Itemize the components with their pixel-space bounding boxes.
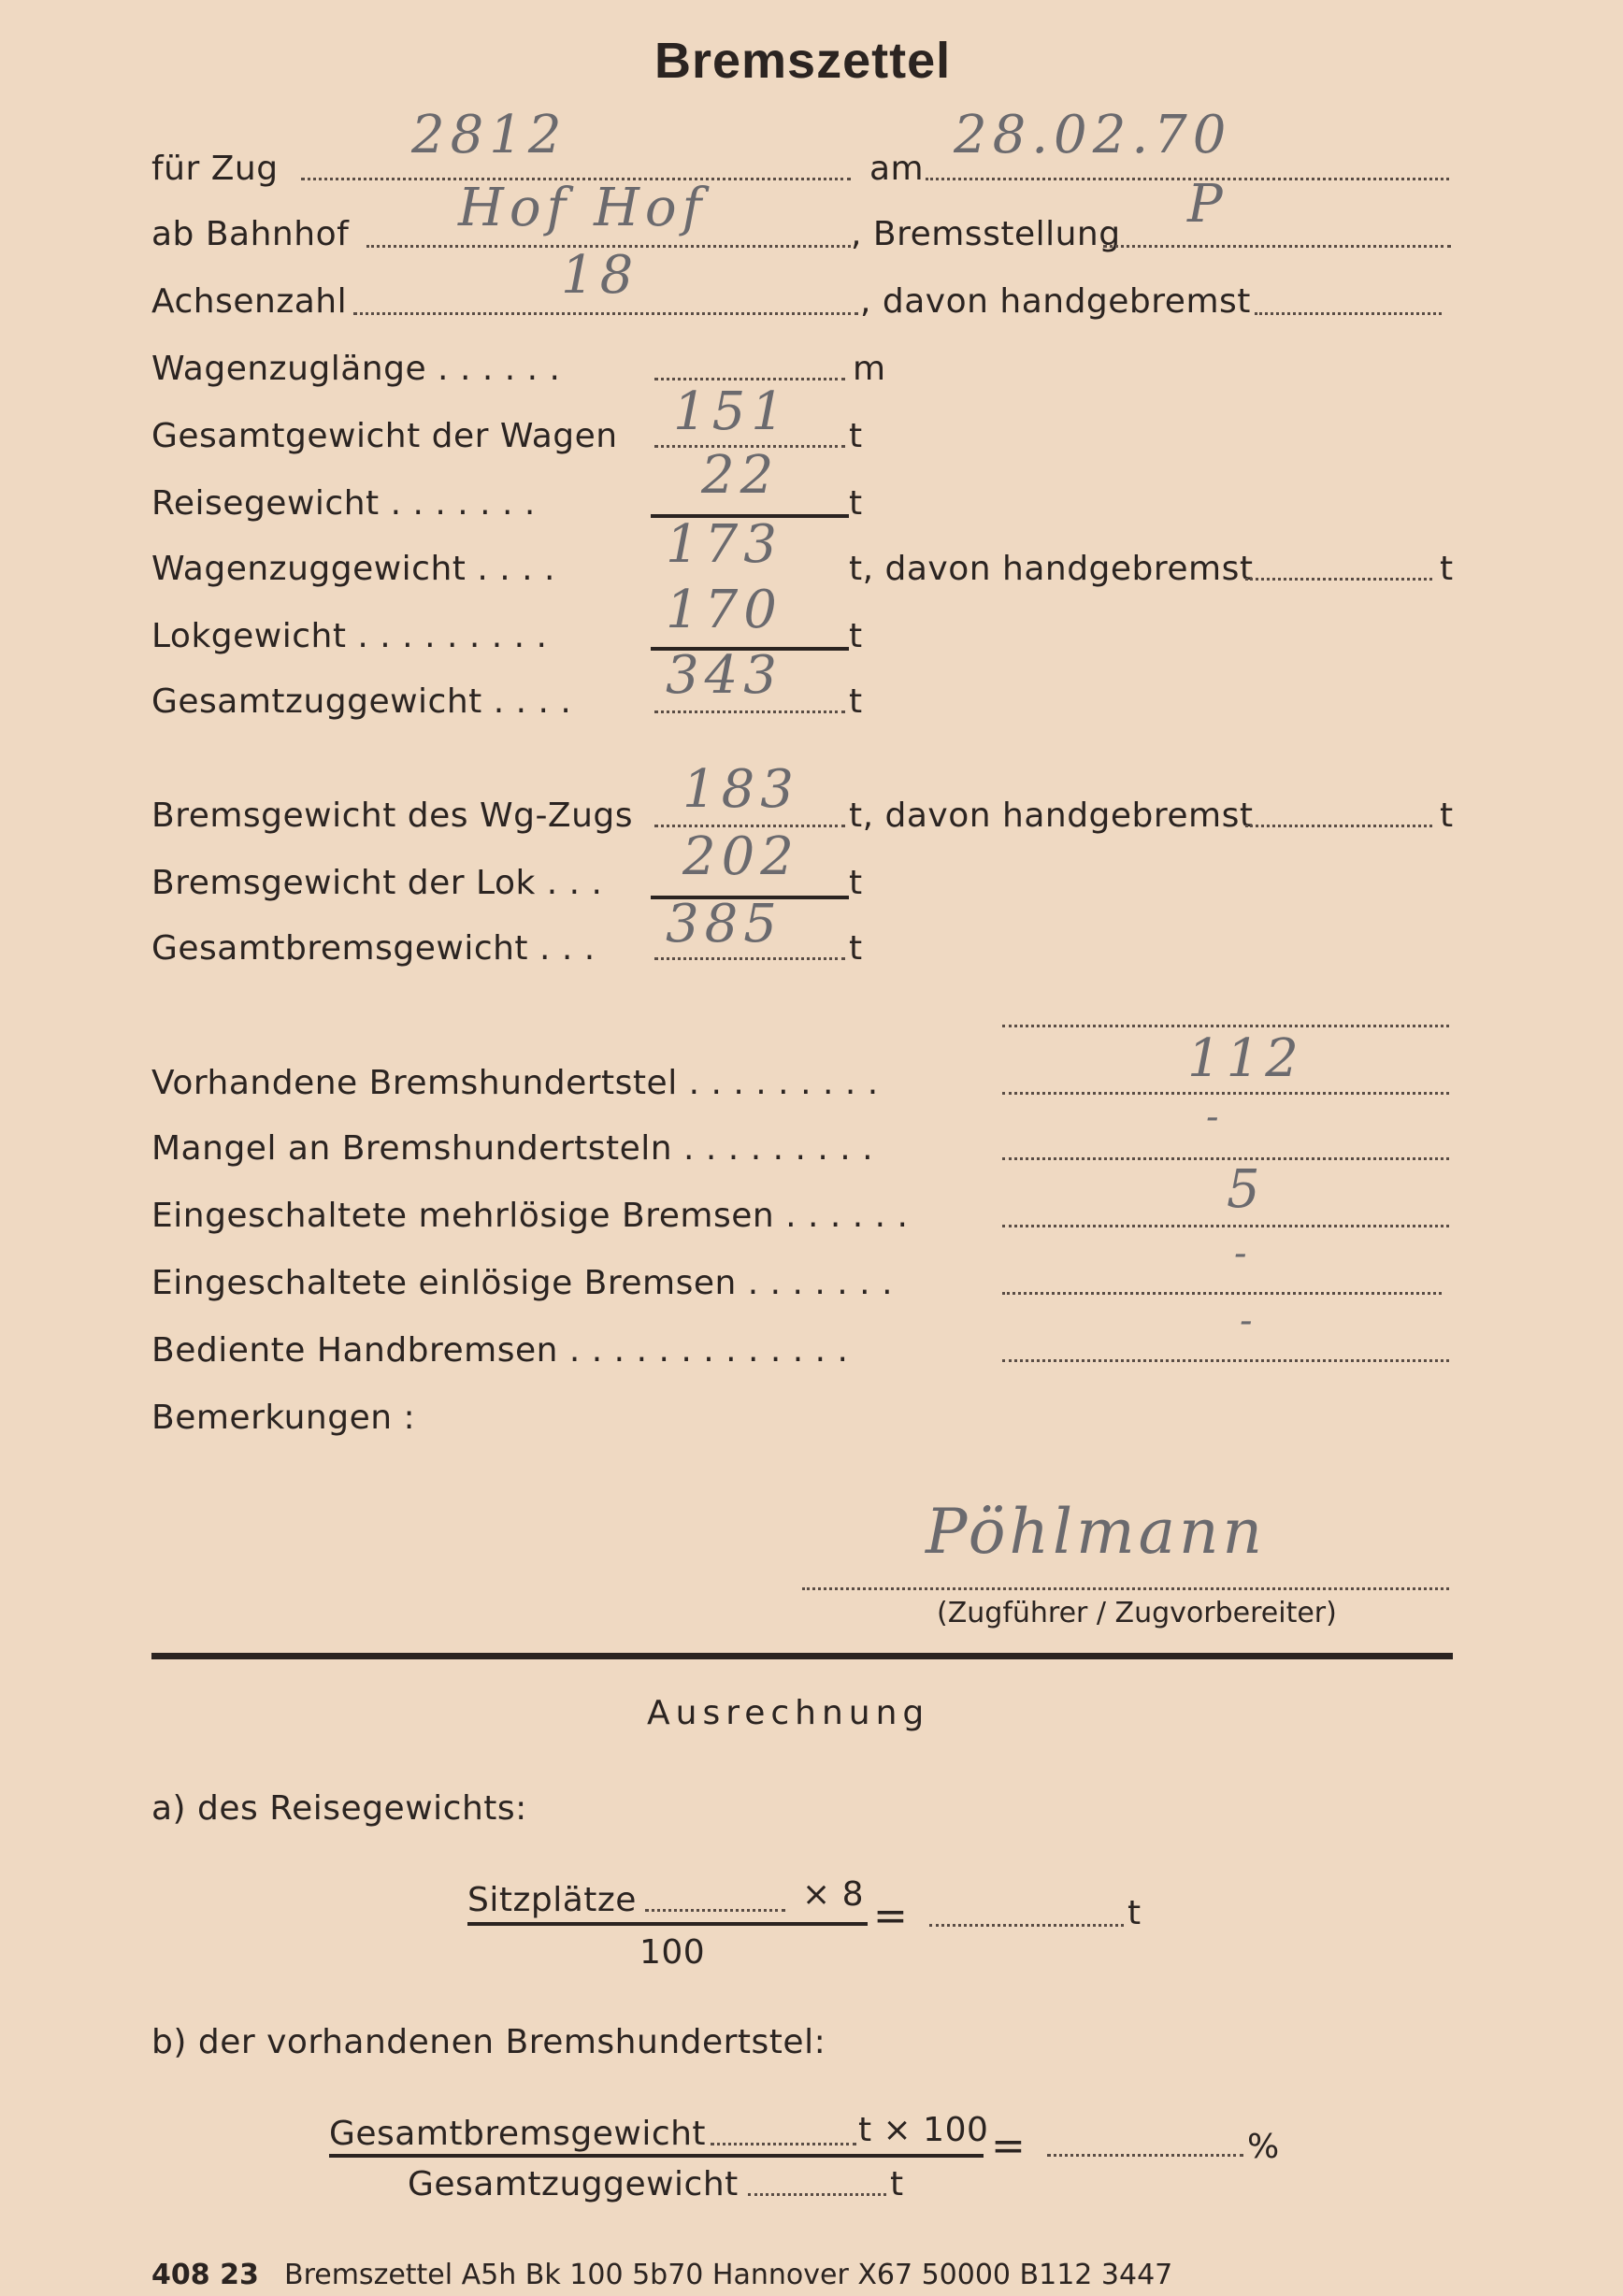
label-handbremsen: Bediente Handbremsen . . . . . . . . . . . . . [151, 1331, 849, 1370]
unit-gesamtzuggewicht: t [849, 682, 863, 721]
field-einloesige-line[interactable] [1002, 1292, 1442, 1295]
unit-bremsgewicht-wg-handgebremst: t [1440, 796, 1454, 835]
ausrechnung-title: Ausrechnung [647, 1694, 930, 1732]
value-bremsgewicht-lok: 202 [682, 826, 799, 887]
a-numerator-label: Sitzplätze [467, 1881, 637, 1919]
label-vorhandene-bremshundertstel: Vorhandene Bremshundertstel . . . . . . . . . [151, 1064, 879, 1102]
a-fraction-bar [467, 1922, 868, 1926]
b-fraction-bar [329, 2154, 984, 2158]
b-result-field[interactable] [1047, 2154, 1243, 2157]
value-mangel: - [1206, 1096, 1225, 1139]
label-gesamtzuggewicht: Gesamtzuggewicht . . . . [151, 682, 572, 721]
unit-bremsgewicht-lok: t [849, 864, 863, 902]
label-bremsstellung: , Bremsstellung [851, 215, 1121, 253]
label-bemerkungen: Bemerkungen : [151, 1399, 416, 1437]
a-denominator: 100 [639, 1933, 706, 1972]
footer-form-number: 408 23 [151, 2259, 259, 2291]
label-einloesige: Eingeschaltete einlösige Bremsen . . . . . . . [151, 1264, 894, 1302]
value-bremsstellung: P [1187, 174, 1228, 235]
a-equals: = [873, 1892, 909, 1940]
unit-lokgewicht: t [849, 617, 863, 655]
field-vorhandene-bremshundertstel-line[interactable] [1002, 1092, 1449, 1095]
a-sitzplaetze-field[interactable] [645, 1909, 785, 1912]
field-mehrloesige-line[interactable] [1002, 1225, 1449, 1227]
value-lokgewicht: 170 [666, 580, 783, 640]
label-fuer-zug: für Zug [151, 150, 279, 188]
value-gesamtbremsgewicht: 385 [666, 894, 783, 954]
section-divider [151, 1653, 1453, 1659]
b-den-unit: t [890, 2165, 904, 2203]
label-bremsgewicht-wg: Bremsgewicht des Wg-Zugs [151, 796, 634, 835]
label-bremsgewicht-wg-handgebremst: t, davon handgebremst [849, 796, 1254, 835]
field-wagenzuglaenge-line[interactable] [654, 378, 845, 380]
label-mangel: Mangel an Bremshundertsteln . . . . . . . . . [151, 1129, 874, 1168]
field-handbremsen-line[interactable] [1002, 1359, 1449, 1362]
signature: Pöhlmann [926, 1496, 1267, 1568]
field-mindestbremshunderstel-line[interactable] [1002, 1025, 1449, 1027]
b-gesamtbremsgewicht-field[interactable] [711, 2143, 856, 2145]
value-bremsgewicht-wg: 183 [682, 759, 799, 820]
label-wagenzuggewicht-handgebremst: t, davon handgebremst [849, 550, 1254, 588]
label-bremsgewicht-lok: Bremsgewicht der Lok . . . [151, 864, 603, 902]
label-a-reisegewicht: a) des Reisegewichts: [151, 1789, 527, 1828]
b-times: t × 100 [858, 2111, 989, 2149]
value-wagenzuggewicht: 173 [666, 514, 783, 575]
label-lokgewicht: Lokgewicht . . . . . . . . . [151, 617, 548, 655]
value-handbremsen: - [1240, 1299, 1258, 1342]
value-ab-bahnhof: Hof Hof [458, 178, 708, 238]
value-am: 28.02.70 [954, 105, 1232, 165]
form-title: Bremszettel [654, 33, 952, 89]
signature-caption: (Zugführer / Zugvorbereiter) [937, 1597, 1337, 1629]
b-gesamtzuggewicht-field[interactable] [748, 2193, 886, 2196]
unit-reisegewicht: t [849, 484, 863, 523]
b-equals: = [991, 2122, 1027, 2170]
field-bremsstellung-line[interactable] [1103, 245, 1451, 248]
field-bremsgewicht-wg-handgebremst-line[interactable] [1245, 825, 1432, 827]
unit-gesamtbremsgewicht: t [849, 929, 863, 968]
b-numerator-label: Gesamtbremsgewicht [329, 2115, 707, 2153]
signature-line[interactable] [802, 1587, 1449, 1590]
field-achsenzahl-line[interactable] [353, 312, 858, 315]
b-denominator-label: Gesamtzuggewicht [408, 2165, 739, 2203]
field-wagenzuggewicht-handgebremst-line[interactable] [1245, 578, 1432, 581]
label-wagenzuglaenge: Wagenzuglänge . . . . . . [151, 350, 561, 388]
value-vorhandene-bremshundertstel: 112 [1187, 1028, 1304, 1089]
label-b-bremshundertstel: b) der vorhandenen Bremshundertstel: [151, 2023, 826, 2061]
label-mehrloesige: Eingeschaltete mehrlösige Bremsen . . . . . . [151, 1197, 909, 1235]
label-gesamtgewicht-wagen: Gesamtgewicht der Wagen [151, 417, 618, 455]
label-gesamtbremsgewicht: Gesamtbremsgewicht . . . [151, 929, 596, 968]
unit-gesamtgewicht-wagen: t [849, 417, 863, 455]
label-ab-bahnhof: ab Bahnhof [151, 215, 350, 253]
value-fuer-zug: 2812 [411, 105, 567, 165]
a-unit: t [1127, 1894, 1142, 1932]
a-times: × 8 [802, 1875, 865, 1914]
value-achsenzahl: 18 [561, 245, 639, 306]
value-gesamtgewicht-wagen: 151 [673, 381, 790, 442]
label-achsenzahl: Achsenzahl [151, 282, 348, 321]
label-davon-handgebremst-1: , davon handgebremst [860, 282, 1251, 321]
label-am: am [869, 150, 925, 188]
footer-print-info: Bremszettel A5h Bk 100 5b70 Hannover X67 50000 B112 3447 [284, 2259, 1173, 2291]
value-einloesige: - [1234, 1232, 1253, 1275]
value-mehrloesige: 5 [1227, 1159, 1266, 1220]
unit-wagenzuggewicht-handgebremst: t [1440, 550, 1454, 588]
b-unit: % [1247, 2128, 1280, 2166]
field-gesamtzuggewicht-line[interactable] [654, 710, 845, 713]
label-wagenzuggewicht: Wagenzuggewicht . . . . [151, 550, 555, 588]
value-gesamtzuggewicht: 343 [666, 645, 783, 706]
field-gesamtbremsgewicht-line[interactable] [654, 957, 845, 960]
field-davon-handgebremst-1-line[interactable] [1255, 312, 1442, 315]
value-reisegewicht: 22 [701, 445, 780, 506]
a-result-field[interactable] [929, 1924, 1124, 1927]
field-mangel-line[interactable] [1002, 1157, 1449, 1160]
label-reisegewicht: Reisegewicht . . . . . . . [151, 484, 536, 523]
unit-wagenzuglaenge: m [853, 350, 886, 388]
